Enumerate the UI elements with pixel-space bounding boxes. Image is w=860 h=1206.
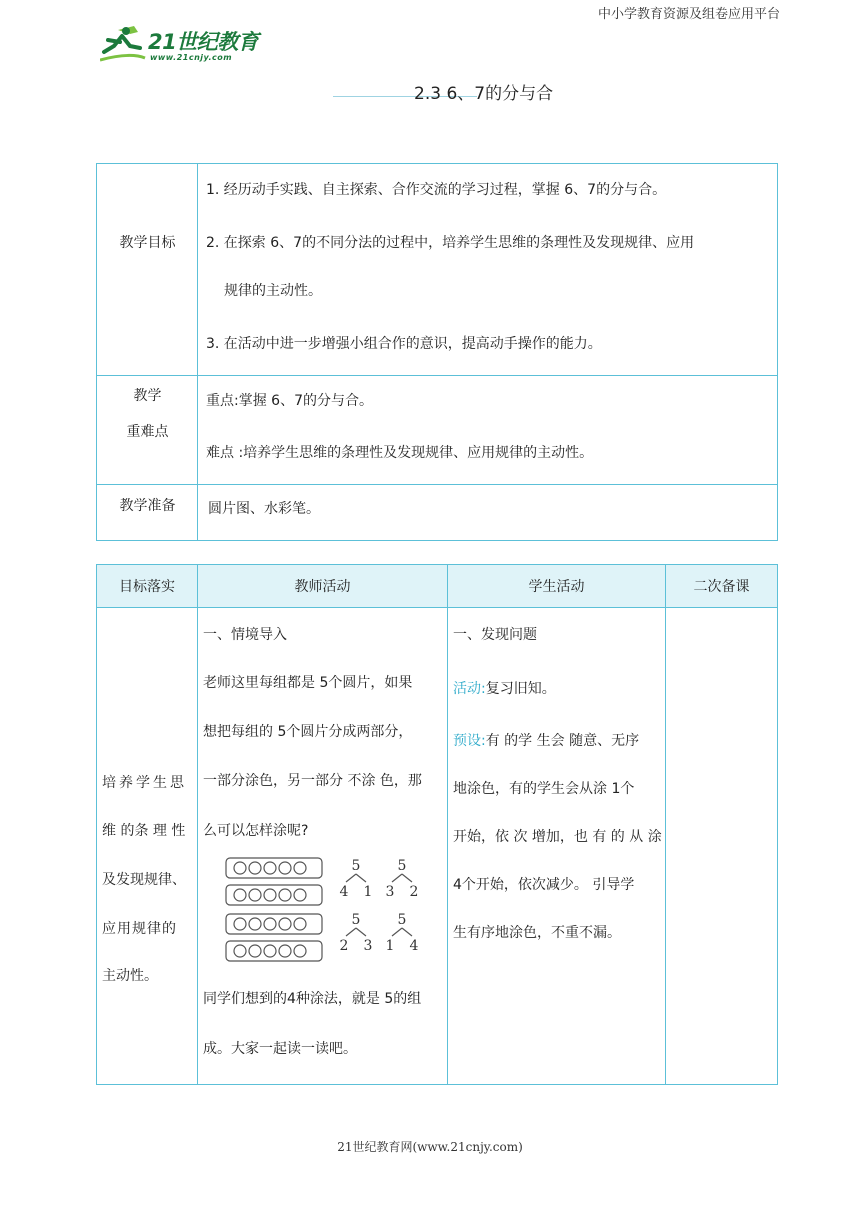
teacher-cell xyxy=(198,608,448,1085)
logo-url: www.21cnjy.com xyxy=(150,53,233,62)
split1-a: 4 xyxy=(339,884,349,900)
logo-text: 21世纪教育 xyxy=(148,30,259,54)
preset-line-4: 4个开始，依次减少。 引导学 xyxy=(453,877,635,893)
prep-label-cell xyxy=(97,485,198,541)
keypoints-label-1: 教学 xyxy=(133,388,162,404)
footer: 21世纪教育网(www.21cnjy.com) xyxy=(337,1140,523,1154)
site-title: 中小学教育资源及组卷应用平台 xyxy=(597,7,780,22)
teacher-line-3: 一部分涂色，另一部分 不涂 色，那 xyxy=(203,773,422,789)
split4-total: 5 xyxy=(397,912,407,928)
header-teacher: 教师活动 xyxy=(198,565,448,608)
info-table xyxy=(96,163,778,541)
header-revision: 二次备课 xyxy=(666,565,778,608)
activity-table xyxy=(96,564,778,1085)
teacher-line-2: 想把每组的 5个圆片分成两部分， xyxy=(203,724,413,740)
goals-cell xyxy=(198,164,778,376)
circle-split-diagram xyxy=(224,856,434,968)
split2-total: 5 xyxy=(397,858,407,874)
goal-line-4: 应用规律的 xyxy=(102,921,177,937)
preset-line-3: 开始，依 次 增加，也 有 的 从 涂 xyxy=(453,829,662,845)
split3-a: 2 xyxy=(339,938,349,954)
preset-line-2: 地涂色，有的学生会从涂 1个 xyxy=(453,781,635,797)
goal-cell xyxy=(97,608,198,1085)
goals-label: 教学目标 xyxy=(119,235,176,251)
keypoints-label-2: 重难点 xyxy=(126,424,169,440)
teacher-after-2: 成。大家一起读一读吧。 xyxy=(203,1041,357,1057)
teacher-after-1: 同学们想到的4种涂法，就是 5的组 xyxy=(203,991,422,1007)
header-student: 学生活动 xyxy=(448,565,666,608)
preset-line-5: 生有序地涂色，不重不漏。 xyxy=(453,925,621,941)
split1-b: 1 xyxy=(363,884,373,900)
activity-text: 复习旧知。 xyxy=(485,681,556,697)
difficult-point: 难点 :培养学生思维的条理性及发现规律、应用规律的主动性。 xyxy=(206,445,594,461)
prep-text: 圆片图、水彩笔。 xyxy=(208,501,320,517)
key-point: 重点:掌握 6、7的分与合。 xyxy=(206,393,373,409)
goal-2: 2. 在探索 6、7的不同分法的过程中，培养学生思维的条理性及发现规律、应用 xyxy=(206,235,695,251)
doc-title: 2.3 6、7的分与合 xyxy=(414,84,554,104)
split2-a: 3 xyxy=(385,884,395,900)
goal-1: 1. 经历动手实践、自主探索、合作交流的学习过程，掌握 6、7的分与合。 xyxy=(206,182,667,198)
split4-a: 1 xyxy=(385,938,395,954)
teacher-line-4: 么可以怎样涂呢? xyxy=(203,823,309,839)
student-cell xyxy=(448,608,666,1085)
keypoints-cell xyxy=(198,376,778,485)
goals-label-cell xyxy=(97,164,198,376)
goal-line-5: 主动性。 xyxy=(102,968,158,984)
split2-b: 2 xyxy=(409,884,419,900)
keypoints-label-cell xyxy=(97,376,198,485)
goal-line-1: 培养学生思 xyxy=(102,775,187,791)
activity-label: 活动: xyxy=(453,681,486,697)
preset-label: 预设: xyxy=(453,733,486,749)
header-goal: 目标落实 xyxy=(97,565,198,608)
preset-line-1: 有 的学 生会 随意、无序 xyxy=(485,733,640,749)
activity-row xyxy=(453,678,556,698)
preset-row xyxy=(453,730,639,750)
teacher-section: 一、情境导入 xyxy=(203,627,287,643)
prep-cell xyxy=(198,485,778,541)
revision-cell xyxy=(666,608,778,1085)
split4-b: 4 xyxy=(409,938,419,954)
goal-line-2: 维 的条 理 性 xyxy=(102,823,186,839)
goal-line-3: 及发现规律、 xyxy=(102,872,186,888)
goal-3: 3. 在活动中进一步增强小组合作的意识，提高动手操作的能力。 xyxy=(206,336,602,352)
teacher-line-1: 老师这里每组都是 5个圆片，如果 xyxy=(203,675,413,691)
split3-total: 5 xyxy=(351,912,361,928)
split3-b: 3 xyxy=(363,938,373,954)
prep-label: 教学准备 xyxy=(119,498,176,514)
goal-2-cont: 规律的主动性。 xyxy=(224,283,322,299)
student-section: 一、发现问题 xyxy=(453,627,537,643)
split1-total: 5 xyxy=(351,858,361,874)
